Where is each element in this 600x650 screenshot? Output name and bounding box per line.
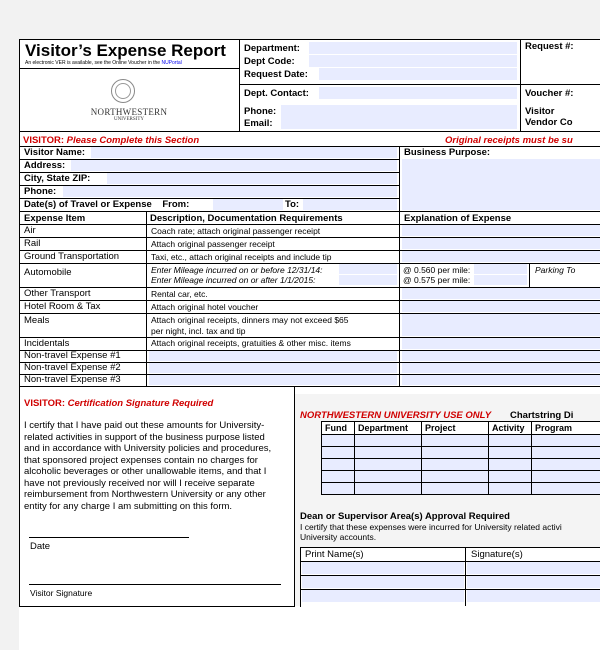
approval-text-2: University accounts. — [300, 532, 377, 542]
mileage-after-input[interactable] — [339, 275, 397, 285]
chartstring-row — [322, 483, 600, 495]
certification-line: and in accordance with University policies and procedures, — [24, 443, 272, 454]
vendor-code-label: Vendor Co — [525, 117, 573, 128]
desc-hotel: Attach original hotel voucher — [151, 302, 259, 312]
explanation-meals-input[interactable] — [402, 314, 600, 336]
explanation-incidentals-input[interactable] — [402, 338, 600, 349]
desc-nontravel-3-input[interactable] — [149, 375, 397, 385]
dept-email-input[interactable] — [281, 117, 517, 129]
expense-item-air: Air — [24, 225, 36, 236]
activity-cell[interactable] — [489, 471, 532, 483]
approver-signature-input[interactable] — [467, 590, 600, 602]
rule — [19, 39, 20, 606]
rule — [19, 68, 240, 69]
department-cell[interactable] — [355, 459, 422, 471]
date-line — [29, 537, 189, 538]
from-date-input[interactable] — [213, 199, 283, 210]
chartstring-header-row — [322, 422, 600, 435]
department-label: Department: — [244, 43, 300, 54]
rule — [19, 386, 600, 387]
dept-code-input[interactable] — [309, 55, 517, 67]
col-fund: Fund — [322, 422, 355, 435]
explanation-rail-input[interactable] — [402, 238, 600, 249]
col-department: Department — [355, 422, 422, 435]
department-cell[interactable] — [355, 483, 422, 495]
department-input[interactable] — [309, 42, 517, 54]
phone-label: Phone: — [244, 106, 277, 117]
receipts-note: Original receipts must be su — [445, 135, 573, 146]
request-number-label: Request #: — [525, 41, 574, 52]
request-date-input[interactable] — [319, 68, 517, 80]
logo-wordmark: NORTHWESTERN — [90, 107, 168, 117]
desc-nontravel-2-input[interactable] — [149, 363, 397, 373]
program-cell[interactable] — [532, 447, 600, 459]
fund-cell[interactable] — [322, 435, 355, 447]
fund-cell[interactable] — [322, 447, 355, 459]
rule — [19, 211, 600, 212]
visitor-label: Visitor — [525, 106, 555, 117]
desc-auto-after: Enter Mileage incurred on or after 1/1/2015: — [151, 275, 316, 285]
col-description: Description, Documentation Requirements — [150, 213, 343, 224]
desc-meals-1: Attach original receipts, dinners may not exceed $65 — [151, 315, 349, 325]
signatures-label: Signature(s) — [471, 549, 523, 560]
approver-name-input[interactable] — [302, 590, 464, 602]
rule — [529, 263, 530, 287]
explanation-other-transport-input[interactable] — [402, 288, 600, 299]
explanation-air-input[interactable] — [402, 225, 600, 236]
expense-item-ground: Ground Transportation — [24, 251, 120, 262]
explanation-ground-input[interactable] — [402, 251, 600, 262]
city-state-zip-input[interactable] — [107, 173, 397, 184]
chartstring-row — [322, 447, 600, 459]
visitor-section-heading: VISITOR: Please Complete this Section — [23, 135, 200, 146]
chartstring-row — [322, 435, 600, 447]
certification-heading: VISITOR: Certification Signature Required — [24, 398, 214, 409]
expense-item-hotel: Hotel Room & Tax — [24, 301, 101, 312]
program-cell[interactable] — [532, 483, 600, 495]
parking-tolls-label: Parking To — [535, 265, 576, 275]
address-label: Address: — [24, 160, 66, 171]
approver-signature-input[interactable] — [467, 576, 600, 588]
date-field[interactable] — [29, 549, 189, 583]
expense-item-nontravel-2: Non-travel Expense #2 — [24, 362, 121, 373]
activity-cell[interactable] — [489, 459, 532, 471]
col-activity: Activity — [489, 422, 532, 435]
rule — [465, 547, 466, 606]
desc-meals-2: per night, incl. tax and tip — [151, 326, 246, 336]
expense-item-automobile: Automobile — [24, 267, 72, 278]
travel-dates-label: Date(s) of Travel or Expense From: — [24, 199, 190, 210]
expense-report-form — [19, 39, 600, 650]
voucher-number-label: Voucher #: — [525, 88, 574, 99]
chartstring-table — [321, 421, 600, 495]
project-cell[interactable] — [422, 483, 489, 495]
certification-line: have not previously received nor will I receive separate — [24, 477, 255, 489]
program-cell[interactable] — [532, 435, 600, 447]
activity-cell[interactable] — [489, 447, 532, 459]
activity-cell[interactable] — [489, 483, 532, 495]
logo-sub: UNIVERSITY — [114, 117, 144, 122]
department-cell[interactable] — [355, 471, 422, 483]
department-cell[interactable] — [355, 435, 422, 447]
signature-line — [29, 584, 281, 585]
address-input[interactable] — [71, 160, 397, 171]
expense-item-nontravel-1: Non-travel Expense #1 — [24, 350, 121, 361]
rule — [19, 39, 600, 40]
desc-nontravel-1-input[interactable] — [149, 351, 397, 361]
nuportal-link[interactable]: NUPortal — [161, 60, 182, 66]
expense-item-meals: Meals — [24, 315, 50, 326]
university-seal-icon — [111, 79, 135, 103]
col-explanation: Explanation of Expense — [404, 213, 512, 224]
project-cell[interactable] — [422, 471, 489, 483]
program-cell[interactable] — [532, 459, 600, 471]
rate-after: @ 0.575 per mile: — [403, 275, 471, 285]
rule — [19, 131, 600, 132]
certification-line: related activities in support of the business purpose listed — [24, 431, 265, 443]
fund-cell[interactable] — [322, 483, 355, 495]
explanation-hotel-input[interactable] — [402, 301, 600, 312]
dept-contact-label: Dept. Contact: — [244, 88, 309, 99]
fund-cell[interactable] — [322, 459, 355, 471]
expense-item-nontravel-3: Non-travel Expense #3 — [24, 374, 121, 385]
expense-item-rail: Rail — [24, 238, 41, 249]
visitor-phone-label: Phone: — [24, 186, 57, 197]
certification-line: alcoholic beverages or other unallowable items, and that I — [24, 466, 267, 477]
chartstring-row — [322, 471, 600, 483]
rule — [399, 146, 400, 213]
visitor-phone-input[interactable] — [63, 186, 397, 197]
rule — [520, 39, 521, 131]
rate-before: @ 0.560 per mile: — [403, 265, 471, 275]
dept-phone-input[interactable] — [281, 105, 517, 117]
col-expense-item: Expense Item — [24, 213, 86, 224]
certification-line: reimbursement from Northwestern University or any other — [24, 489, 266, 500]
approver-signature-input[interactable] — [467, 562, 600, 574]
business-purpose-input[interactable] — [402, 159, 600, 210]
explanation-nontravel-2-input[interactable] — [402, 363, 600, 373]
expense-item-incidentals: Incidentals — [24, 338, 70, 349]
rule — [239, 84, 600, 85]
approver-name-input[interactable] — [302, 576, 464, 588]
visitor-signature-label: Visitor Signature — [30, 588, 93, 598]
mileage-amount-before-input[interactable] — [474, 264, 527, 274]
certification-line: entity for any charge I am submitting on this form. — [24, 500, 233, 512]
certification-line: that sponsored project expenses contain no charges for — [24, 454, 258, 466]
dept-code-label: Dept Code: — [244, 56, 295, 67]
certification-line: I certify that I have paid out these amounts for University- — [24, 420, 265, 431]
desc-air: Coach rate; attach original passenger receipt — [151, 226, 321, 236]
expense-item-other-transport: Other Transport — [24, 288, 91, 299]
mileage-before-input[interactable] — [339, 264, 397, 274]
department-cell[interactable] — [355, 447, 422, 459]
desc-ground: Taxi, etc., attach original receipts and include tip — [151, 252, 332, 262]
approval-text-1: I certify that these expenses were incurred for University related activi — [300, 522, 562, 532]
certification-text — [24, 420, 271, 512]
activity-cell[interactable] — [489, 435, 532, 447]
chartstring-heading: Chartstring Di — [510, 410, 574, 421]
project-cell[interactable] — [422, 459, 489, 471]
visitor-name-label: Visitor Name: — [24, 147, 86, 158]
business-purpose-label: Business Purpose: — [404, 147, 491, 158]
voucher-note: An electronic VER is available, see the Online Voucher in the NUPortal — [25, 60, 182, 66]
approver-name-input[interactable] — [302, 562, 464, 574]
chartstring-row — [322, 459, 600, 471]
explanation-nontravel-1-input[interactable] — [402, 351, 600, 361]
date-label: Date — [30, 541, 51, 552]
rule — [19, 606, 295, 607]
project-cell[interactable] — [422, 435, 489, 447]
desc-auto-before: Enter Mileage incurred on or before 12/31/14: — [151, 265, 323, 275]
explanation-nontravel-3-input[interactable] — [402, 375, 600, 385]
dept-contact-input[interactable] — [319, 87, 517, 99]
approval-heading: Dean or Supervisor Area(s) Approval Required — [300, 511, 510, 522]
email-label: Email: — [244, 118, 273, 129]
to-label: To: — [285, 199, 300, 210]
request-date-label: Request Date: — [244, 69, 308, 80]
city-state-zip-label: City, State ZIP: — [24, 173, 91, 184]
page-title: Visitor’s Expense Report — [25, 41, 226, 60]
visitor-name-input[interactable] — [91, 147, 397, 158]
rule — [239, 39, 240, 131]
project-cell[interactable] — [422, 447, 489, 459]
fund-cell[interactable] — [322, 471, 355, 483]
program-cell[interactable] — [532, 471, 600, 483]
nu-use-only-heading: NORTHWESTERN UNIVERSITY USE ONLY — [300, 410, 492, 421]
col-program: Program — [532, 422, 600, 435]
col-project: Project — [422, 422, 489, 435]
desc-rail: Attach original passenger receipt — [151, 239, 275, 249]
desc-incidentals: Attach original receipts, gratuities & other misc. items — [151, 338, 351, 348]
print-name-label: Print Name(s) — [305, 549, 364, 560]
to-date-input[interactable] — [303, 199, 397, 210]
mileage-amount-after-input[interactable] — [474, 275, 527, 285]
desc-other-transport: Rental car, etc. — [151, 289, 208, 299]
